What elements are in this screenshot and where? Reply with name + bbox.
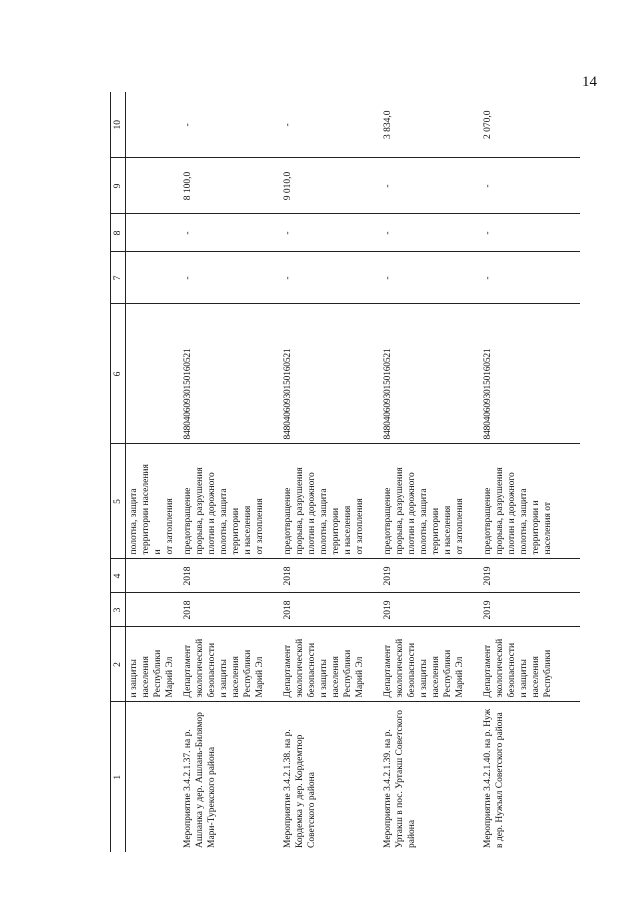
table-row (480, 92, 580, 852)
activity-name: Мероприятие 3.4.2.1.37. на р. Ашланка у дер. Ашлань-Билямор Мари-Турекского района (183, 712, 217, 848)
value-col8: - (480, 214, 580, 252)
value-col7: - (480, 252, 580, 304)
cell (126, 214, 181, 252)
end-year: 2019 (480, 559, 580, 593)
value-col9: 9 010,0 (280, 158, 380, 214)
budget-code: 84804060930150160521 (280, 304, 380, 444)
expected-result: предотвращение прорыва, разрушения плотин и дорожного полотна, защита территории и населения от затопления (180, 444, 280, 559)
table-row (380, 92, 480, 852)
column-header: 3 (111, 593, 126, 627)
table-row (280, 92, 380, 852)
end-year: 2019 (380, 559, 480, 593)
cell: и защиты населения Республики Марий Эл (126, 627, 181, 702)
value-col8: - (380, 214, 480, 252)
cell (126, 559, 181, 593)
cell (126, 158, 181, 214)
value-col10: - (280, 92, 380, 158)
cell (126, 304, 181, 444)
end-year: 2018 (280, 559, 380, 593)
column-header: 7 (111, 252, 126, 304)
activity-name: Мероприятие 3.4.2.1.38. на р. Кордемка у дер. Кордемтюр Советского района (283, 729, 317, 848)
value-col10: 2 070,0 (480, 92, 580, 158)
value-col7: - (180, 252, 280, 304)
value-col8: - (280, 214, 380, 252)
start-year: 2019 (480, 593, 580, 627)
value-col8: - (180, 214, 280, 252)
expected-result: предотвращение прорыва, разрушения плотин и дорожного полотна, защита территории и населения от затопления (380, 444, 480, 559)
value-col9: - (380, 158, 480, 214)
table-row (180, 92, 280, 852)
rotated-table-wrapper (110, 92, 630, 852)
start-year: 2019 (380, 593, 480, 627)
responsible-executor: Департамент экологической безопасности и защиты населения Республики Марий Эл (280, 627, 380, 702)
value-col10: 3 834,0 (380, 92, 480, 158)
start-year: 2018 (180, 593, 280, 627)
activity-name: Мероприятие 3.4.2.1.39. на р. Уртакш в пос. Уртакш Советского района (383, 709, 417, 848)
value-col9: - (480, 158, 580, 214)
responsible-executor: Департамент экологической безопасности и защиты населения Республики Марий Эл (380, 627, 480, 702)
column-header: 4 (111, 559, 126, 593)
column-header: 10 (111, 92, 126, 158)
start-year: 2018 (280, 593, 380, 627)
expected-result: предотвращение прорыва, разрушения плотин и дорожного полотна, защита территории и населения от (480, 444, 580, 559)
column-header: 8 (111, 214, 126, 252)
column-header: 9 (111, 158, 126, 214)
value-col10: - (180, 92, 280, 158)
cell (126, 593, 181, 627)
header-row (111, 92, 126, 852)
value-col9: 8 100,0 (180, 158, 280, 214)
responsible-executor: Департамент экологической безопасности и защиты населения Республики Марий Эл (180, 627, 280, 702)
budget-code: 84804060930150160521 (480, 304, 580, 444)
page-number: 14 (582, 74, 597, 90)
value-col7: - (380, 252, 480, 304)
column-header: 6 (111, 304, 126, 444)
cell: полотна, защита территории населения и от затопления (126, 444, 181, 559)
activities-table (110, 92, 580, 852)
column-header: 1 (111, 702, 126, 852)
continuation-row (126, 92, 181, 852)
column-header: 5 (111, 444, 126, 559)
responsible-executor: Департамент экологической безопасности и защиты населения Республики (480, 627, 580, 702)
cell (126, 252, 181, 304)
cell (126, 92, 181, 158)
cell (126, 702, 181, 852)
budget-code: 84804060930150160521 (180, 304, 280, 444)
activity-name: Мероприятие 3.4.2.1.40. на р. Нуж в дер. Нужъял Советского района (483, 708, 505, 848)
end-year: 2018 (180, 559, 280, 593)
value-col7: - (280, 252, 380, 304)
budget-code: 84804060930150160521 (380, 304, 480, 444)
column-header: 2 (111, 627, 126, 702)
expected-result: предотвращение прорыва, разрушения плотин и дорожного полотна, защита территории и населения от затопления (280, 444, 380, 559)
